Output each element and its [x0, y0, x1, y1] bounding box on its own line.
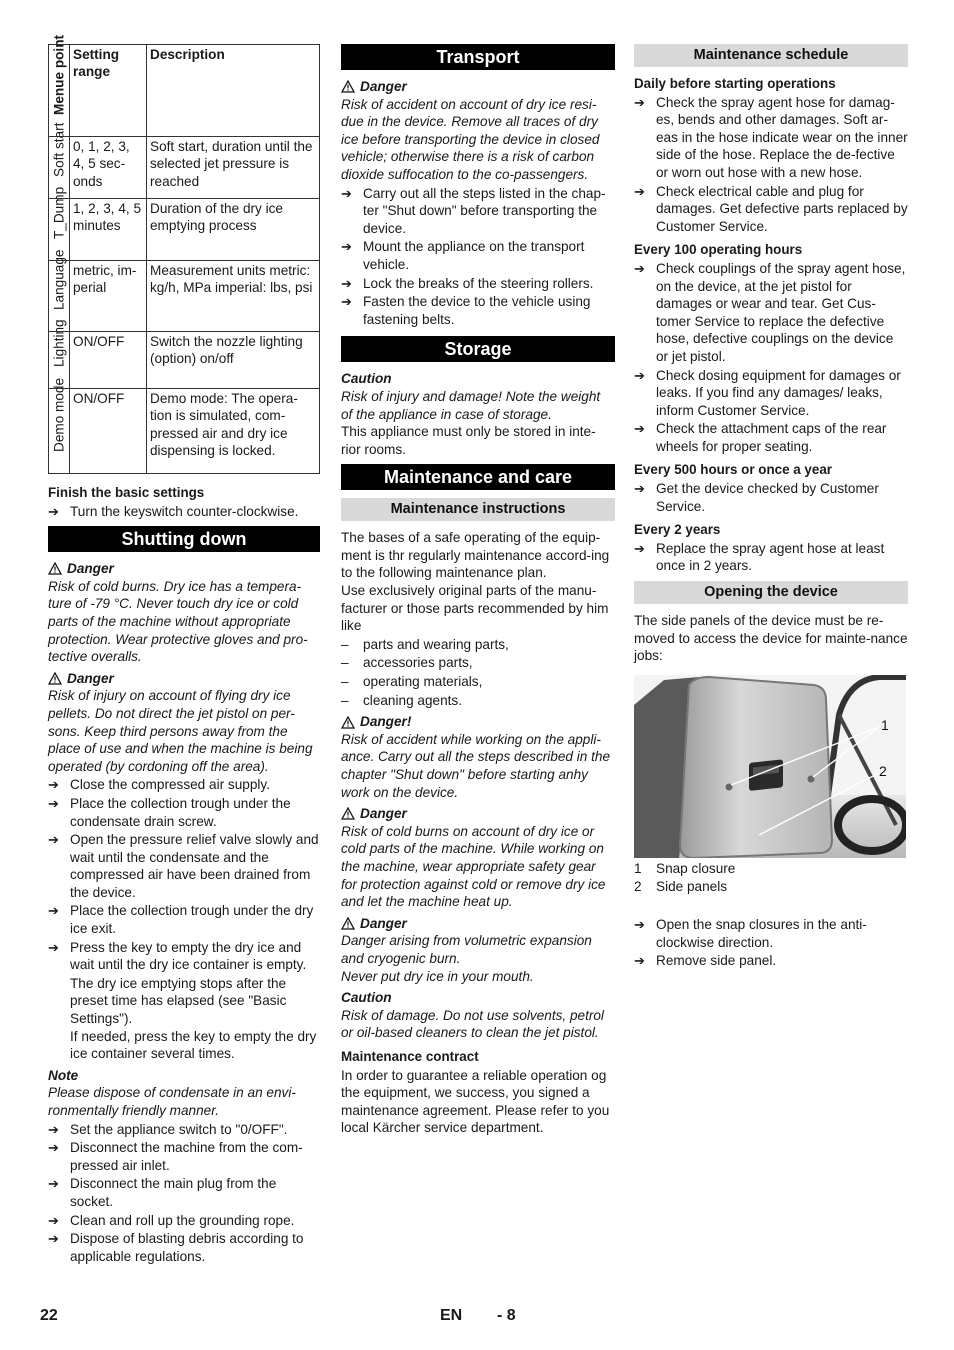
table-cell-range: metric, im-perial: [70, 261, 147, 332]
finish-step: ➔ Turn the keyswitch counter-clockwise.: [48, 503, 299, 519]
arrow-right-icon: ➔: [48, 1212, 59, 1228]
table-cell-menu: Lighting: [49, 332, 70, 389]
danger-text: Never put dry ice in your mouth.: [341, 968, 534, 984]
subsection-title-schedule: Maintenance schedule: [634, 44, 908, 67]
arrow-right-icon: ➔: [341, 185, 352, 201]
step: ➔ Fasten the device to the vehicle using fastening belts.: [341, 294, 591, 327]
arrow-right-icon: ➔: [48, 795, 59, 811]
warning-triangle-icon: [48, 562, 62, 575]
callout-1: 1: [881, 716, 889, 733]
table-row: [49, 332, 320, 389]
column-1: [48, 34, 320, 1266]
danger-text: Danger arising from volumetric expansion and cryogenic burn.: [341, 933, 592, 966]
section-title-shutting-down: Shutting down: [48, 526, 320, 552]
callout-2: 2: [879, 762, 887, 779]
step: ➔ Place the collection trough under the dry ice exit.: [48, 903, 314, 937]
device-photo: [634, 675, 906, 858]
step: ➔ Disconnect the machine from the com-pressed air inlet.: [48, 1140, 303, 1173]
list-item: – cleaning agents.: [341, 692, 463, 708]
step: ➔ Place the collection trough under the condensate drain screw.: [48, 795, 291, 829]
table-row: [49, 261, 320, 332]
table-cell-menu: Soft start: [49, 137, 70, 199]
section-title-maintenance: Maintenance and care: [341, 464, 615, 490]
table-row: [49, 137, 320, 199]
caution-label: Caution: [341, 371, 392, 387]
schedule-heading-500h: Every 500 hours or once a year: [634, 462, 832, 478]
step: ➔ Check the attachment caps of the rear wheels for proper seating.: [634, 421, 887, 454]
table-cell-range: 0, 1, 2, 3, 4, 5 sec-onds: [70, 137, 147, 199]
note-text: Please dispose of condensate in an envi-ronmentally friendly manner.: [48, 1085, 296, 1118]
warning-triangle-icon: [341, 80, 355, 93]
table-cell-range: ON/OFF: [70, 389, 147, 474]
step: ➔ Open the pressure relief valve slowly and wait until the condensate and the compressed air have been drained from the device.: [48, 832, 319, 900]
danger-label: Danger!: [341, 713, 615, 731]
step: ➔ Check dosing equipment for damages or leaks. If you find any damages/ leaks, inform Customer Service.: [634, 367, 901, 418]
list-item: – accessories parts,: [341, 655, 473, 671]
warning-triangle-icon: [341, 917, 355, 930]
table-row: [49, 389, 320, 474]
arrow-right-icon: ➔: [48, 1176, 59, 1192]
arrow-right-icon: ➔: [634, 94, 645, 110]
contract-heading: Maintenance contract: [341, 1048, 479, 1064]
arrow-right-icon: ➔: [634, 421, 645, 437]
step: ➔ Press the key to empty the dry ice and wait until the dry ice container is empty.: [48, 939, 307, 973]
danger-text: Risk of accident while working on the appli-ance. Carry out all the steps described in the chapter "Shut down" before starting anhy work on the device.: [341, 731, 611, 800]
legend-item: 2 Side panels: [634, 879, 728, 895]
section-title-transport: Transport: [341, 44, 615, 70]
storage-text: This appliance must only be stored in inte-rior rooms.: [341, 424, 596, 457]
contract-text: In order to guarantee a reliable operation og the equipment, we success, you signed a maintenance agreement. Please refer to you local Kärcher service department.: [341, 1067, 610, 1136]
table-header-range: Setting range: [70, 45, 147, 137]
arrow-right-icon: ➔: [634, 367, 645, 383]
table-cell-description: Demo mode: The opera-tion is simulated, com-pressed air and dry ice dispensing is locked.: [147, 389, 320, 474]
danger-label: Danger: [341, 805, 615, 823]
step: ➔ Lock the breaks of the steering rollers.: [341, 275, 594, 291]
table-cell-menu: Demo mode: [49, 389, 70, 474]
warning-triangle-icon: [341, 807, 355, 820]
caution-label: Caution: [341, 990, 392, 1006]
arrow-right-icon: ➔: [341, 239, 352, 255]
device-photo-illustration: [634, 675, 906, 858]
table-cell-range: ON/OFF: [70, 332, 147, 389]
step: ➔ Check the spray agent hose for damag-es, bends and other damages. Soft ar-eas in the hose indicate wear on the inner side of the hose. Replace the de-fective or worn out hose with a new hose.: [634, 94, 908, 180]
table-header-description: Description: [147, 45, 320, 137]
list-item: – parts and wearing parts,: [341, 636, 509, 652]
arrow-right-icon: ➔: [48, 832, 59, 848]
table-header-row: [49, 45, 320, 137]
column-2: [341, 44, 615, 1137]
danger-text: Risk of cold burns on account of dry ice or cold parts of the machine. While working on the machine, wear appropriate safety gear for protection against cold or remove dry ice and let the machine heat up.: [341, 823, 606, 910]
step: ➔ Replace the spray agent hose at least once in 2 years.: [634, 540, 885, 574]
danger-label: Danger: [48, 670, 320, 688]
list-item: – operating materials,: [341, 674, 483, 690]
danger-text: Risk of accident on account of dry ice resi-due in the device. Remove all traces of dry ice before transporting the device in closed vehicle; otherwise there is a risk of carbon dioxide suffocation to the co-passengers.: [341, 96, 600, 182]
arrow-right-icon: ➔: [48, 503, 59, 519]
danger-text: Risk of injury on account of flying dry ice pellets. Do not direct the jet pistol on per-sons. Keep third persons away from the place of use and when the machine is being operated (by cordoning off the area).: [48, 688, 313, 774]
table-cell-description: Duration of the dry ice emptying process: [147, 199, 320, 261]
arrow-right-icon: ➔: [48, 903, 59, 919]
step: ➔ Check electrical cable and plug for damages. Get defective parts replaced by Customer Service.: [634, 183, 908, 234]
arrow-right-icon: ➔: [341, 294, 352, 310]
table-cell-menu: T_Dump: [49, 199, 70, 261]
table-cell-description: Switch the nozzle lighting (option) on/off: [147, 332, 320, 389]
step: ➔ Remove side panel.: [634, 953, 777, 969]
warning-triangle-icon: [48, 672, 62, 685]
step: ➔ Carry out all the steps listed in the chap-ter "Shut down" before transporting the device.: [341, 185, 606, 236]
step: ➔ Close the compressed air supply.: [48, 777, 270, 793]
step: ➔ Get the device checked by Customer Service.: [634, 481, 879, 514]
maintenance-intro: The bases of a safe operating of the equip-ment is thr regularly maintenance accord-ing to the following maintenance plan.: [341, 530, 610, 581]
arrow-right-icon: ➔: [634, 540, 645, 556]
arrow-right-icon: ➔: [48, 1231, 59, 1247]
danger-label: Danger: [341, 915, 615, 933]
schedule-heading-daily: Daily before starting operations: [634, 76, 836, 91]
step: ➔ Clean and roll up the grounding rope.: [48, 1212, 295, 1228]
settings-table: [48, 34, 320, 474]
subsection-title-instructions: Maintenance instructions: [341, 498, 615, 521]
arrow-right-icon: ➔: [341, 275, 352, 291]
arrow-right-icon: ➔: [634, 183, 645, 199]
step: ➔ Dispose of blasting debris according to applicable regulations.: [48, 1231, 304, 1264]
language-code: EN: [440, 1307, 463, 1324]
arrow-right-icon: ➔: [48, 1121, 59, 1137]
danger-label: Danger: [341, 78, 615, 96]
arrow-right-icon: ➔: [48, 1140, 59, 1156]
page-number: 22: [40, 1307, 58, 1324]
table-cell-description: Measurement units metric: kg/h, MPa imperial: lbs, psi: [147, 261, 320, 332]
step: ➔ Mount the appliance on the transport vehicle.: [341, 239, 585, 272]
finish-heading: Finish the basic settings: [48, 485, 205, 500]
arrow-right-icon: ➔: [634, 481, 645, 497]
table-cell-menu: Language: [49, 261, 70, 332]
arrow-right-icon: ➔: [634, 260, 645, 276]
arrow-right-icon: ➔: [48, 939, 59, 955]
schedule-heading-100h: Every 100 operating hours: [634, 242, 803, 258]
step: ➔ Disconnect the main plug from the socket.: [48, 1176, 277, 1209]
step: ➔ Check couplings of the spray agent hose, on the device, at the jet pistol for damages or wear and tear. Get Cus-tomer Service to replace the defective hose, defective couplings on the device or jet pistol.: [634, 260, 906, 364]
note-label: Note: [48, 1067, 79, 1083]
table-row: [49, 199, 320, 261]
subsection-title-opening: Opening the device: [634, 581, 908, 604]
danger-label: Danger: [48, 560, 320, 578]
warning-triangle-icon: [341, 716, 355, 729]
opening-intro: The side panels of the device must be re-moved to access the device for mainte-nance jobs:: [634, 613, 908, 664]
section-title-storage: Storage: [341, 336, 615, 362]
arrow-right-icon: ➔: [634, 953, 645, 969]
arrow-right-icon: ➔: [48, 777, 59, 793]
column-3: [634, 44, 908, 971]
caution-text: Risk of damage. Do not use solvents, petrol or oil-based cleaners to clean the jet pistol.: [341, 1007, 604, 1041]
step-note: The dry ice emptying stops after the preset time has elapsed (see "Basic Settings").: [70, 975, 287, 1027]
schedule-heading-2y: Every 2 years: [634, 522, 721, 538]
table-cell-description: Soft start, duration until the selected jet pressure is reached: [147, 137, 320, 199]
table-cell-range: 1, 2, 3, 4, 5 minutes: [70, 199, 147, 261]
sub-page-number: - 8: [497, 1307, 516, 1324]
maintenance-intro2: Use exclusively original parts of the manu-facturer or those parts recommended by him like: [341, 583, 609, 634]
caution-text: Risk of injury and damage! Note the weight of the appliance in case of storage.: [341, 388, 601, 422]
table-header-menu: Menue point: [49, 45, 70, 137]
arrow-right-icon: ➔: [634, 917, 645, 932]
legend-item: 1 Snap closure: [634, 860, 736, 876]
step: ➔ Open the snap closures in the anti-clockwise direction.: [634, 917, 867, 950]
step: ➔ Set the appliance switch to "0/OFF".: [48, 1121, 288, 1137]
danger-text: Risk of cold burns. Dry ice has a tempera-ture of -79 °C. Never touch dry ice or cold parts of the machine without appropriate protection. Wear protective gloves and pro-tective overalls.: [48, 578, 308, 665]
step-note: If needed, press the key to empty the dry ice container several times.: [70, 1028, 317, 1062]
